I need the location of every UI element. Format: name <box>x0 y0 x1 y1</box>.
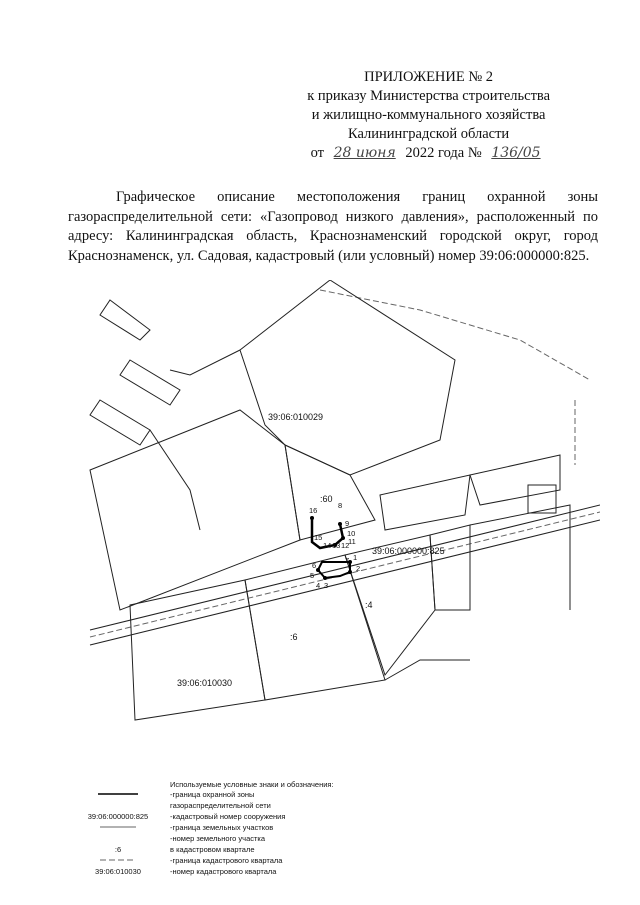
parcel-se-line <box>470 505 570 610</box>
order-line: к приказу Министерства строительства <box>307 88 550 104</box>
point-label-14: 14 <box>323 541 332 550</box>
structure-label: 39:06:000000:825 <box>372 546 445 556</box>
parcel-south-west <box>130 580 265 720</box>
quarter-boundary-ne <box>320 290 590 380</box>
point-label-10: 10 <box>347 529 356 538</box>
point-label-16: 16 <box>309 506 318 515</box>
point-label-1: 1 <box>353 553 358 562</box>
legend-text: -номер земельного участка <box>170 834 266 843</box>
point-marker <box>316 568 320 572</box>
appendix-title: ПРИЛОЖЕНИЕ № 2 <box>364 69 494 85</box>
building-nw-3 <box>90 400 150 445</box>
legend-row-quarter-number <box>70 867 400 878</box>
region-line: Калининградской области <box>348 126 510 142</box>
legend-row-structure <box>70 812 400 823</box>
handwritten-date: 28 июня <box>333 145 396 161</box>
point-marker <box>310 516 314 520</box>
quarter-label-south: 39:06:010030 <box>177 678 233 688</box>
point-marker <box>323 576 327 580</box>
point-marker <box>341 536 345 540</box>
point-label-13: 13 <box>332 541 341 550</box>
road-edge-bottom <box>90 520 600 645</box>
description-paragraph: Графическое описание местоположения границ охранной зоны газораспределительной сети: «Газопровод низкого давления», расположенный по адресу: Калининградская область, Краснознаменский городской округ, город Краснознаменск, ул. Садовая, кадастровый (или условный) номер 39:06:000000:825. <box>68 189 598 264</box>
legend-text: -номер кадастрового квартала <box>170 867 277 876</box>
point-label-3: 3 <box>324 581 329 590</box>
legend-row-parcel-number <box>70 834 400 845</box>
point-label-11: 11 <box>348 537 356 546</box>
point-marker <box>348 570 352 574</box>
legend-symbol-structure-number: 39:06:000000:825 <box>87 812 149 821</box>
date-prefix: от <box>310 145 324 161</box>
quarter-label-north: 39:06:010029 <box>268 412 324 422</box>
parcel-bottom-line <box>385 660 470 680</box>
legend-text: в кадастровом квартале <box>170 845 255 854</box>
point-marker <box>338 522 342 526</box>
point-label-9: 9 <box>345 519 350 528</box>
point-label-4: 4 <box>316 581 321 590</box>
legend-symbol-quarter-boundary <box>70 856 166 866</box>
legend-row-zone <box>70 790 400 801</box>
point-label-8: 8 <box>338 501 343 510</box>
parcel-label-60: :60 <box>320 494 333 504</box>
legend-row-parcel-boundary <box>70 823 400 834</box>
point-label-15: 15 <box>314 533 323 542</box>
legend-text: -граница кадастрового квартала <box>170 856 283 865</box>
parcel-label-4: :4 <box>365 600 373 610</box>
legend-text: -граница охранной зоны <box>170 790 255 799</box>
cadastral-map <box>0 280 640 750</box>
legend-text: -граница земельных участков <box>170 823 274 832</box>
appendix-header <box>307 68 550 163</box>
legend-symbol-parcel-number: :6 <box>114 845 122 854</box>
parcel-large-north <box>240 280 455 475</box>
parcel-ne-1 <box>380 475 470 530</box>
ministry-line: и жилищно-коммунального хозяйства <box>311 107 546 123</box>
parcel-label-6: :6 <box>290 632 298 642</box>
legend-text: газораспределительной сети <box>170 801 271 810</box>
parcel-60 <box>285 445 375 540</box>
parcel-6 <box>245 555 385 700</box>
legend-text: -кадастровый номер сооружения <box>170 812 286 821</box>
point-label-12: 12 <box>341 541 350 550</box>
point-label-6: 6 <box>312 561 317 570</box>
year-text: 2022 года № <box>405 145 482 161</box>
legend-row-zone-cont <box>70 801 400 812</box>
date-line <box>307 144 550 163</box>
point-label-7: 7 <box>345 556 350 565</box>
legend-symbol-parcel-boundary <box>70 823 166 833</box>
legend-row-quarter-boundary <box>70 856 400 867</box>
point-label-2: 2 <box>356 564 361 573</box>
parcel-west-inner <box>150 430 200 530</box>
legend-symbol-zone <box>70 790 166 800</box>
legend-symbol-quarter-number: 39:06:010030 <box>95 867 141 876</box>
building-nw-1 <box>100 300 150 340</box>
handwritten-number: 136/05 <box>491 145 541 161</box>
parcel-ne-2 <box>470 455 560 505</box>
point-label-5: 5 <box>310 571 315 580</box>
legend-title: Используемые условные знаки и обозначения: <box>170 780 334 789</box>
parcel-south-east <box>430 525 470 610</box>
legend-row-parcel-number-cont <box>70 845 400 856</box>
building-nw-2 <box>120 360 180 405</box>
lane-north <box>170 350 240 375</box>
